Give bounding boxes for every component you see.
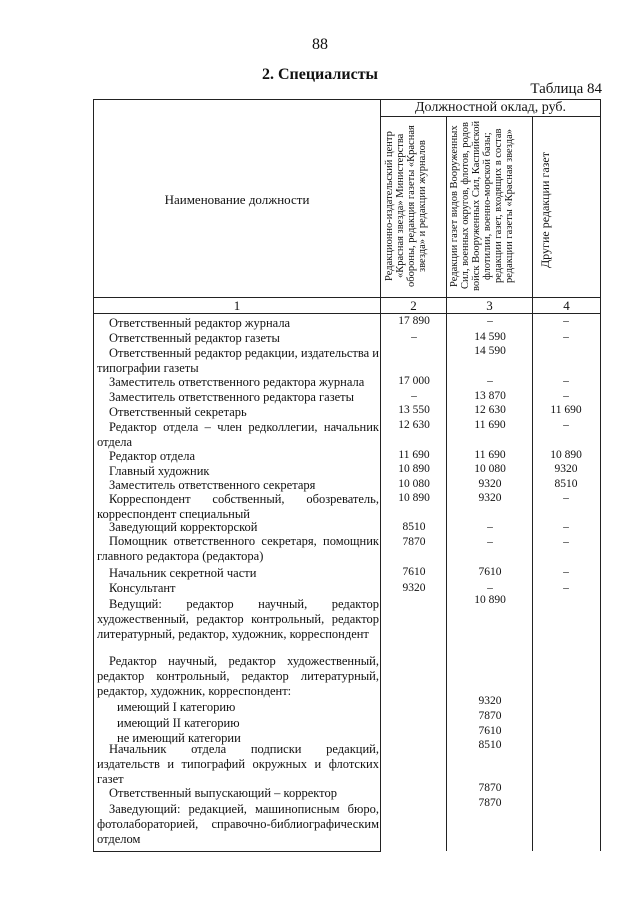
cell-c3: 14 590 (474, 331, 506, 343)
col-number-2: 2 (410, 298, 417, 313)
cell-c3: 12 630 (474, 404, 506, 416)
cell-c2: – (411, 390, 417, 402)
cell-c4: – (563, 492, 569, 504)
cell-c2: 8510 (402, 521, 426, 533)
cell-c4: – (563, 315, 569, 327)
row-name: Начальник отдела подписки редакций, издательств и типографий окружных и флотских газет (97, 742, 379, 786)
cell-c3: 11 690 (474, 449, 506, 461)
cell-c4: – (563, 536, 569, 548)
cell-c4: 11 690 (550, 404, 582, 416)
row-name: не имеющий категории (117, 731, 241, 745)
cell-c3: 9320 (478, 478, 502, 490)
row-name: Редактор отдела (109, 449, 195, 463)
cell-c3: – (487, 536, 493, 548)
cell-c3: 14 590 (474, 345, 506, 357)
row-name: Главный художник (109, 464, 210, 478)
cell-c3: – (487, 375, 493, 387)
cell-c3: 10 080 (474, 463, 506, 475)
cell-c3: 13 870 (474, 390, 506, 402)
cell-c2: 10 890 (398, 463, 430, 475)
cell-c2: 13 550 (398, 404, 430, 416)
row-name: Ответственный редактор газеты (109, 331, 280, 345)
header-group: Должностной оклад, руб. (414, 100, 567, 115)
row-name: Начальник секретной части (109, 566, 257, 580)
cell-c3: 9320 (478, 695, 502, 707)
header-col4: Другие редакции газет (538, 152, 552, 268)
header-col3: Редакции газет видов Вооруженных Сил, военных округов, флотов, родов войск Вооруженных Сил, Каспийской флотилии, военно-морской базы; редакции газет, входящих в состав редакции газеты «Красная звезда» (449, 120, 515, 292)
cell-c4: – (563, 582, 569, 594)
cell-c2: – (411, 331, 417, 343)
row-name: Заместитель ответственного секретаря (109, 478, 316, 492)
cell-c3: 8510 (478, 739, 502, 751)
cell-c4: 9320 (554, 463, 578, 475)
cell-c2: 12 630 (398, 419, 430, 431)
row-name: Корреспондент собственный, обозреватель, корреспондент специальный (97, 492, 379, 521)
row-name: Помощник ответственного секретаря, помощник главного редактора (редактора) (97, 534, 379, 563)
cell-c2: 10 080 (398, 478, 430, 490)
cell-c2: 11 690 (398, 449, 430, 461)
cell-c3: 9320 (478, 492, 502, 504)
cell-c3: 7610 (478, 566, 502, 578)
section-title: 2. Специалисты (261, 66, 379, 83)
row-name: Редактор научный, редактор художественный, редактор контрольный, редактор литературный, редактор, художник, корреспондент: (97, 654, 379, 698)
header-name-col: Наименование должности (164, 192, 310, 207)
table-label: Таблица 84 (530, 81, 602, 97)
cell-c4: – (563, 375, 569, 387)
cell-c2: 10 890 (398, 492, 430, 504)
cell-c3: 7870 (478, 710, 502, 722)
row-name: Ответственный секретарь (109, 405, 247, 419)
cell-c4: 10 890 (550, 449, 582, 461)
cell-c3: 7870 (478, 797, 502, 809)
cell-c3: – (487, 315, 493, 327)
cell-c2: 17 890 (398, 315, 430, 327)
cell-c4: – (563, 419, 569, 431)
cell-c3: – (487, 582, 493, 594)
cell-c4: – (563, 566, 569, 578)
row-name: Заместитель ответственного редактора журнала (109, 375, 365, 389)
cell-c4: – (563, 521, 569, 533)
row-name: Ответственный выпускающий – корректор (109, 786, 337, 800)
row-name: имеющий I категорию (117, 700, 236, 714)
cell-c4: – (563, 331, 569, 343)
col-number-4: 4 (563, 298, 570, 313)
row-name: имеющий II категорию (117, 716, 240, 730)
page-number: 88 (312, 36, 328, 53)
header-col2: Редакционно-издательский центр «Красная звезда» Министерства обороны, редакция газеты «Красная звезда» и редакции журналов (384, 125, 428, 287)
row-name: Заведующий корректорской (109, 520, 258, 534)
col-number-3: 3 (486, 298, 493, 313)
row-name: Редактор отдела – член редколлегии, начальник отдела (97, 420, 379, 449)
cell-c4: – (563, 390, 569, 402)
row-name: Консультант (109, 581, 176, 595)
cell-c3: – (487, 521, 493, 533)
row-name: Заместитель ответственного редактора газеты (109, 390, 355, 404)
col-number-1: 1 (233, 298, 241, 313)
cell-c4: 8510 (554, 478, 578, 490)
cell-c3: 10 890 (474, 594, 506, 606)
cell-c2: 9320 (402, 582, 426, 594)
cell-c2: 7870 (402, 536, 426, 548)
row-name: Заведующий: редакцией, машинописным бюро, фотолабораторией, справочно-библиографическим отделом (97, 802, 379, 846)
row-name: Ответственный редактор журнала (109, 316, 291, 330)
cell-c3: 7870 (478, 782, 502, 794)
cell-c2: 7610 (402, 566, 426, 578)
row-name: Ведущий: редактор научный, редактор художественный, редактор контрольный, редактор литературный, редактор, художник, корреспондент (97, 597, 379, 641)
cell-c2: 17 000 (398, 375, 430, 387)
cell-c3: 11 690 (474, 419, 506, 431)
row-name: Ответственный редактор редакции, издательства и типографии газеты (97, 346, 379, 375)
cell-c3: 7610 (478, 725, 502, 737)
